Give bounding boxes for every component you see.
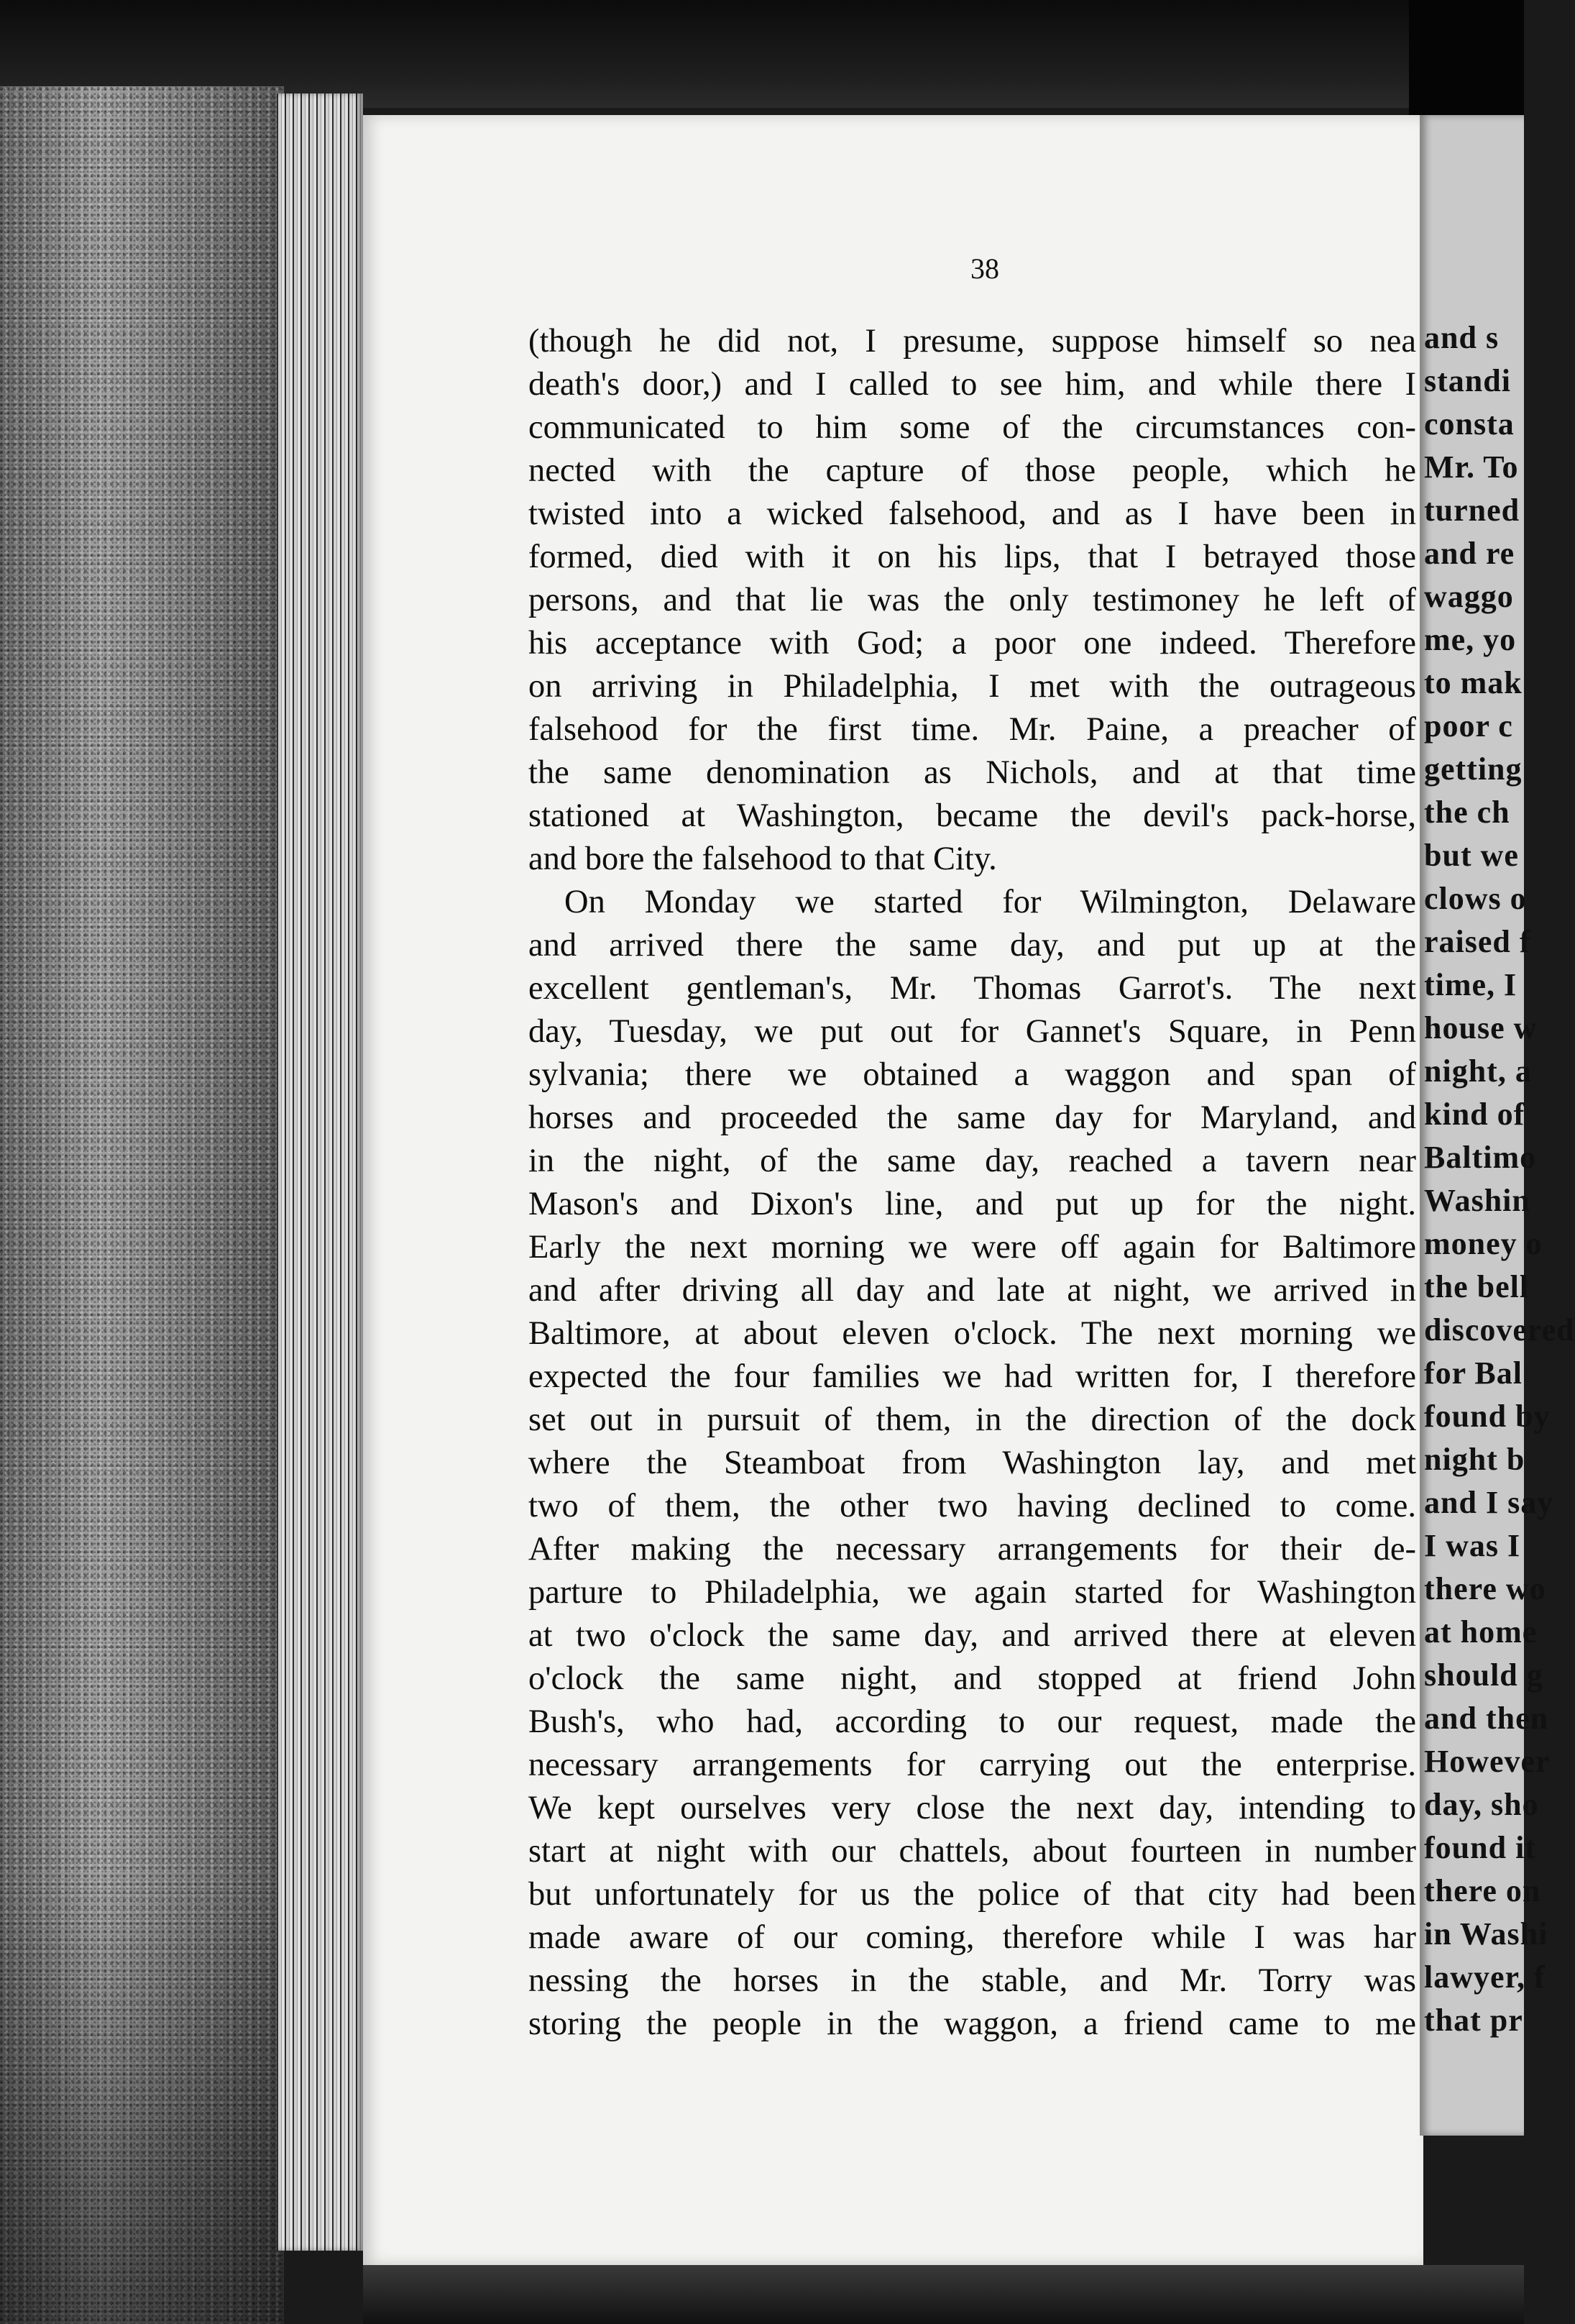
fragment-line: standi [1424,363,1511,398]
text-line: but unfortunately for us the police of that city had been [528,1876,1416,1913]
fragment-line: consta [1424,406,1515,442]
text-line: horses and proceeded the same day for Maryland, and [528,1099,1416,1136]
fragment-line: me, yo [1424,622,1517,657]
text-line: storing the people in the waggon, a friend came to me [528,2005,1416,2042]
fragment-line: raised f [1424,924,1531,959]
text-line: where the Steamboat from Washington lay, and met [528,1445,1416,1481]
text-line: twisted into a wicked falsehood, and as I have been in [528,495,1416,532]
text-line: on arriving in Philadelphia, I met with the outrageous [528,668,1416,705]
text-line: necessary arrangements for carrying out the enterprise. [528,1747,1416,1783]
fragment-line: found by [1424,1399,1551,1434]
text-line: expected the four families we had written for, I therefore [528,1358,1416,1395]
fragment-line: night b [1424,1442,1525,1477]
text-line: Early the next morning we were off again for Baltimore [528,1229,1416,1266]
text-line: stationed at Washington, became the devil's pack-horse, [528,797,1416,834]
text-line: After making the necessary arrangements for their de- [528,1531,1416,1568]
page-number: 38 [970,252,999,285]
text-line: communicated to him some of the circumstances con- [528,409,1416,446]
text-line: two of them, the other two having declined to come. [528,1488,1416,1524]
text-line: sylvania; there we obtained a waggon and span of [528,1056,1416,1093]
text-line: day, Tuesday, we put out for Gannet's Square, in Penn [528,1013,1416,1050]
fragment-line: Washin [1424,1183,1530,1218]
text-line: death's door,) and I called to see him, and while there I [528,366,1416,403]
bottom-shadow-band [363,2265,1524,2324]
text-line: at two o'clock the same day, and arrived there at eleven [528,1617,1416,1654]
text-line: made aware of our coming, therefore while I was har [528,1919,1416,1956]
fragment-line: getting [1424,751,1523,787]
fragment-line: and I say [1424,1485,1554,1520]
text-line: o'clock the same night, and stopped at friend John [528,1660,1416,1697]
fragment-line: night, a [1424,1053,1532,1089]
text-line: and after driving all day and late at night, we arrived in [528,1272,1416,1309]
text-line: Bush's, who had, according to our request, made the [528,1703,1416,1740]
fragment-line: and re [1424,536,1515,571]
text-line: Mason's and Dixon's line, and put up for the night. [528,1186,1416,1222]
fragment-line: and s [1424,320,1500,355]
fragment-line: Mr. To [1424,449,1519,485]
fragment-line: house w [1424,1010,1538,1046]
fragment-line: should g [1424,1657,1543,1693]
fragment-line: Baltimo [1424,1140,1537,1175]
fragment-line: to mak [1424,665,1523,700]
text-line: nected with the capture of those people, which he [528,452,1416,489]
top-right-shadow [1409,0,1524,122]
fragment-line: but we [1424,838,1519,873]
text-line: in the night, of the same day, reached a tavern near [528,1143,1416,1179]
text-line: the same denomination as Nichols, and at that time [528,754,1416,791]
fragment-line: poor c [1424,708,1513,744]
text-line: excellent gentleman's, Mr. Thomas Garrot's. The next [528,970,1416,1007]
text-line: parture to Philadelphia, we again started for Washington [528,1574,1416,1611]
page-body-text [528,320,1416,2046]
text-line: and arrived there the same day, and put up at the [528,927,1416,964]
fragment-line: money o [1424,1226,1543,1261]
fragment-line: there on [1424,1873,1541,1908]
text-line: set out in pursuit of them, in the direction of the dock [528,1401,1416,1438]
fragment-line: there wo [1424,1571,1546,1606]
adjacent-page-text [1420,316,1575,2042]
fragment-line: for Bal [1424,1355,1523,1391]
text-line: We kept ourselves very close the next day, intending to [528,1790,1416,1826]
text-line: falsehood for the first time. Mr. Paine, a preacher of [528,711,1416,748]
text-line: persons, and that lie was the only testimoney he left of [528,582,1416,618]
fragment-line: that pr [1424,2003,1523,2038]
text-line: and bore the falsehood to that City. [528,841,997,877]
page-edges [277,93,363,2251]
fragment-line: clows o [1424,881,1527,916]
fragment-line: However [1424,1744,1551,1779]
fragment-line: turned [1424,493,1520,528]
fragment-line: found it [1424,1830,1536,1865]
text-line: (though he did not, I presume, suppose himself so nea [528,323,1416,360]
fragment-line: time, I [1424,967,1517,1002]
fragment-line: at home [1424,1614,1538,1650]
fragment-line: discovered [1424,1312,1575,1348]
text-line: nessing the horses in the stable, and Mr. Torry was [528,1962,1416,1999]
text-line: formed, died with it on his lips, that I betrayed those [528,539,1416,575]
text-line: On Monday we started for Wilmington, Delaware [564,884,1416,920]
book-cover-shadow [0,1870,284,2324]
fragment-line: day, sho [1424,1787,1539,1822]
fragment-line: in Washi [1424,1916,1548,1952]
fragment-line: the bell [1424,1269,1530,1304]
fragment-line: kind of [1424,1097,1525,1132]
fragment-line: lawyer, f [1424,1959,1546,1995]
text-line: Baltimore, at about eleven o'clock. The next morning we [528,1315,1416,1352]
text-line: start at night with our chattels, about fourteen in number [528,1833,1416,1870]
adjacent-page-fragment [1420,115,1575,2136]
fragment-line: the ch [1424,795,1510,830]
fragment-line: waggo [1424,579,1514,614]
fragment-line: I was I [1424,1528,1521,1563]
text-line: his acceptance with God; a poor one indeed. Therefore [528,625,1416,662]
fragment-line: and then [1424,1701,1549,1736]
